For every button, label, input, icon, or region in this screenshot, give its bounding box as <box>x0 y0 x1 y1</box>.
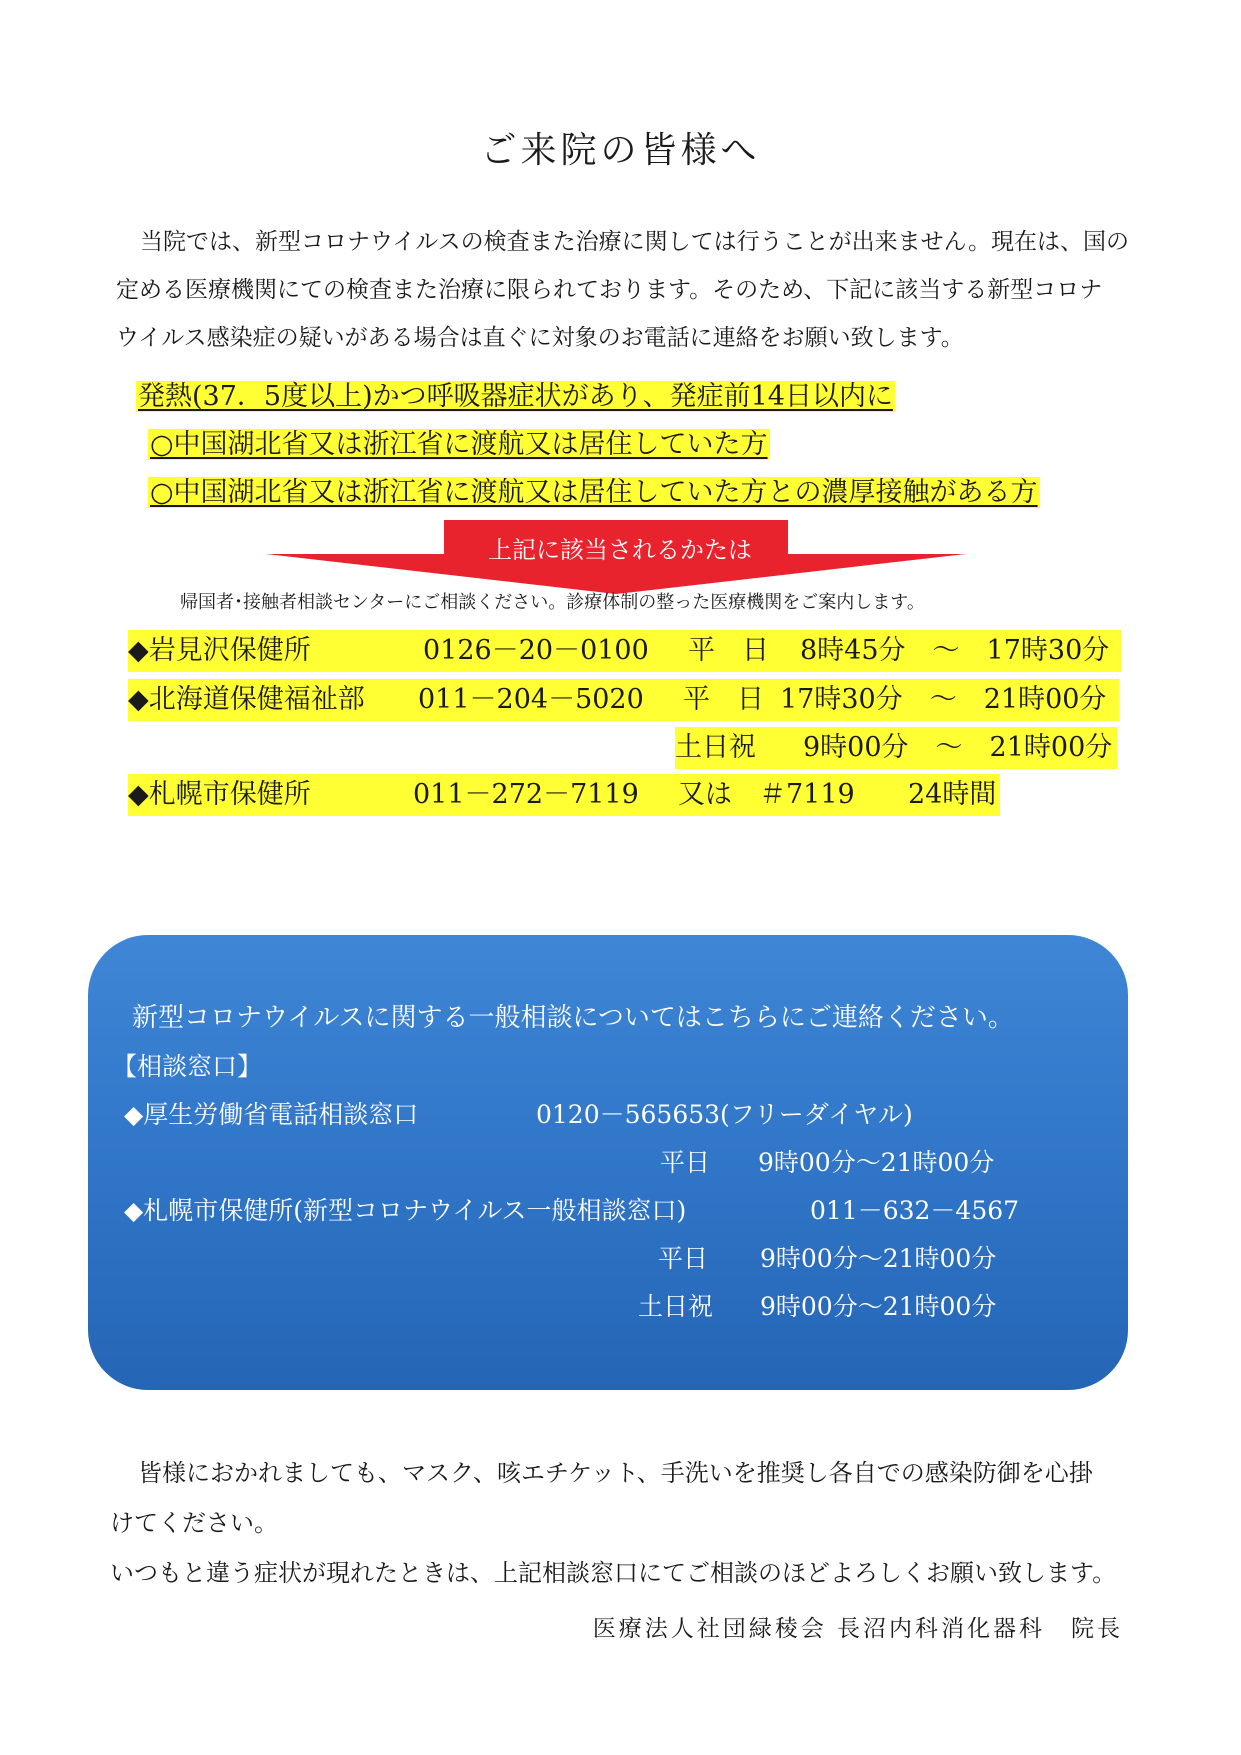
contact-hours: 24時間 <box>908 779 997 810</box>
contact-phone: 011－204－5020 <box>418 684 644 715</box>
sapporo-weekday-hours: 9時00分～21時00分 <box>760 1244 997 1273</box>
contact-name: ◆北海道保健福祉部 <box>128 684 365 715</box>
condition-travel: ○中国湖北省又は浙江省に渡航又は居住していた方 <box>150 429 768 460</box>
contact-row-hokkaido-weekend <box>675 727 1117 769</box>
sapporo-weekday: 平日 <box>658 1244 709 1273</box>
contact-row-sapporo <box>128 774 1000 816</box>
contact-days: 土日祝 <box>675 732 756 763</box>
intro-line-1: 当院では、新型コロナウイルスの検査また治療に関しては行うことが出来ません。現在は、国の <box>140 229 1129 255</box>
sapporo-general-name: ◆札幌市保健所(新型コロナウイルス一般相談窓口) <box>124 1196 687 1225</box>
closing-line-2: けてください。 <box>110 1509 278 1537</box>
closing-line-3: いつもと違う症状が現れたときは、上記相談窓口にてご相談のほどよろしくお願い致します。 <box>110 1559 1117 1587</box>
mhlw-hours: 9時00分～21時00分 <box>758 1148 995 1177</box>
contact-name: ◆岩見沢保健所 <box>128 635 311 666</box>
intro-line-3: ウイルス感染症の疑いがある場合は直ぐに対象のお電話に連絡をお願い致します。 <box>116 325 964 351</box>
contact-hours: 8時45分 ～ 17時30分 <box>800 635 1110 666</box>
sapporo-weekend: 土日祝 <box>638 1292 714 1321</box>
general-consultation-box <box>88 935 1128 1390</box>
condition-fever: 発熱(37．5度以上)かつ呼吸器症状があり、発症前14日以内に <box>138 381 893 412</box>
contact-name: ◆札幌市保健所 <box>128 779 311 810</box>
contact-hours: 9時00分 ～ 21時00分 <box>803 732 1113 763</box>
contact-days: 平 日 <box>683 684 764 715</box>
closing-paragraph <box>110 1448 1140 1598</box>
contact-days: 平 日 <box>688 635 769 666</box>
contact-row-iwamizawa <box>128 630 1121 672</box>
intro-line-2: 定める医療機関にての検査また治療に限られております。そのため、下記に該当する新型コロナ <box>116 277 1103 303</box>
contact-days: 又は ＃7119 <box>678 779 855 810</box>
arrow-label: 上記に該当されるかたは <box>488 536 752 564</box>
mhlw-days: 平日 <box>660 1148 711 1177</box>
mhlw-name: ◆厚生労働省電話相談窓口 <box>124 1100 419 1129</box>
intro-paragraph <box>116 218 1136 362</box>
mhlw-phone: 0120－565653(フリーダイヤル) <box>536 1100 913 1129</box>
consultation-center-note: 帰国者･接触者相談センターにご相談ください。診療体制の整った医療機関をご案内します。 <box>180 592 925 613</box>
sapporo-weekend-hours: 9時00分～21時00分 <box>760 1292 997 1321</box>
sapporo-general-phone: 011－632－4567 <box>810 1196 1020 1225</box>
contact-row-hokkaido <box>128 679 1119 721</box>
general-heading: 新型コロナウイルスに関する一般相談についてはこちらにご連絡ください。 <box>132 1003 1014 1033</box>
contact-phone: 011－272－7119 <box>413 779 639 810</box>
contact-hours: 17時30分 ～ 21時00分 <box>780 684 1107 715</box>
condition-contact: ○中国湖北省又は浙江省に渡航又は居住していた方との濃厚接触がある方 <box>150 477 1038 508</box>
window-label: 【相談窓口】 <box>112 1052 263 1081</box>
closing-line-1: 皆様におかれましても、マスク、咳エチケット、手洗いを推奨し各自での感染防御を心掛 <box>138 1459 1093 1487</box>
page-title: ご来院の皆様へ <box>480 130 761 171</box>
contact-phone: 0126－20－0100 <box>423 635 649 666</box>
signature: 医療法人社団緑稜会 長沼内科消化器科 院長 <box>592 1616 1123 1642</box>
